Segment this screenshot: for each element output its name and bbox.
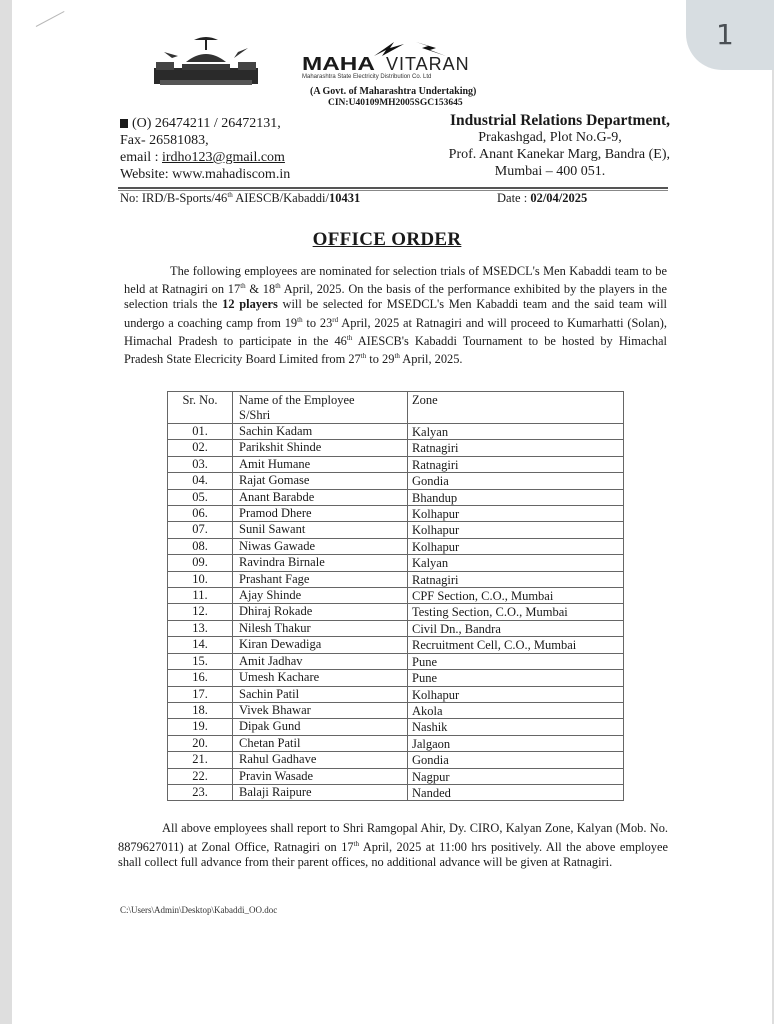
- closing-paragraph: All above employees shall report to Shri Ramgopal Ahir, Dy. CIRO, Kalyan Zone, Kalyan (Mob. No. 8879627011) at Zonal Office, Ratnagiri on 17th April, 2025 at 11:00 hrs positively. All the above employee shall collect full advance from their parent offices, no additional advance will be given at Ratnagiri.: [118, 821, 668, 870]
- address-line: Mumbai – 400 051.: [494, 164, 606, 179]
- zone-cell: Kolhapur: [408, 538, 624, 554]
- zone-cell: Ratnagiri: [408, 571, 624, 587]
- table-row: [168, 653, 624, 669]
- zone-cell: Pune: [408, 670, 624, 686]
- table-row: [168, 538, 624, 554]
- table-row: [168, 702, 624, 718]
- sr-no-cell: 12.: [168, 604, 233, 620]
- zone-cell: Kolhapur: [408, 506, 624, 522]
- employee-name-cell: Niwas Gawade: [233, 538, 408, 554]
- zone-cell: Pune: [408, 653, 624, 669]
- page-number: 1: [716, 18, 734, 51]
- employee-name-cell: Dhiraj Rokade: [233, 604, 408, 620]
- employee-name-cell: Kiran Dewadiga: [233, 637, 408, 653]
- table-row: [168, 637, 624, 653]
- email-line: email : irdho123@gmail.com: [120, 150, 285, 165]
- zone-cell: Recruitment Cell, C.O., Mumbai: [408, 637, 624, 653]
- table-row: [168, 620, 624, 636]
- zone-cell: Gondia: [408, 473, 624, 489]
- address-line: Prof. Anant Kanekar Marg, Bandra (E),: [448, 147, 670, 162]
- reference-number: No: IRD/B-Sports/46th AIESCB/Kabaddi/10431: [120, 191, 361, 205]
- employee-name-cell: Sachin Patil: [233, 686, 408, 702]
- fax-line: Fax- 26581083,: [120, 133, 209, 148]
- sr-no-cell: 16.: [168, 670, 233, 686]
- phone-icon: [120, 119, 128, 128]
- sr-no-cell: 21.: [168, 752, 233, 768]
- document-title: OFFICE ORDER: [312, 229, 462, 250]
- sr-no-cell: 06.: [168, 506, 233, 522]
- header-divider: [118, 187, 668, 189]
- zone-cell: Bhandup: [408, 489, 624, 505]
- email-link[interactable]: irdho123@gmail.com: [162, 150, 285, 165]
- zone-cell: Testing Section, C.O., Mumbai: [408, 604, 624, 620]
- employee-name-cell: Sunil Sawant: [233, 522, 408, 538]
- table-row: [168, 456, 624, 472]
- sr-no-cell: 22.: [168, 768, 233, 784]
- zone-cell: Civil Dn., Bandra: [408, 620, 624, 636]
- table-row: [168, 473, 624, 489]
- zone-cell: Akola: [408, 702, 624, 718]
- sr-no-cell: 20.: [168, 735, 233, 751]
- sr-no-cell: 23.: [168, 784, 233, 800]
- brand-name: MAHA VITARAN: [302, 54, 470, 74]
- sr-no-cell: 17.: [168, 686, 233, 702]
- employee-name-cell: Vivek Bhawar: [233, 702, 408, 718]
- sr-no-cell: 15.: [168, 653, 233, 669]
- zone-cell: Gondia: [408, 752, 624, 768]
- table-row: [168, 489, 624, 505]
- department-title: Industrial Relations Department,: [449, 112, 670, 129]
- employee-name-cell: Chetan Patil: [233, 735, 408, 751]
- sr-no-cell: 09.: [168, 555, 233, 571]
- employee-table: [167, 391, 624, 801]
- brand-subtitle: Maharashtra State Electricity Distribution Co. Ltd: [302, 74, 432, 80]
- sr-no-cell: 05.: [168, 489, 233, 505]
- table-row: [168, 670, 624, 686]
- zone-cell: Kolhapur: [408, 522, 624, 538]
- cin-number: CIN:U40109MH2005SGC153645: [328, 98, 463, 108]
- department-address: [400, 112, 670, 180]
- table-row: [168, 784, 624, 800]
- zone-cell: Kalyan: [408, 424, 624, 440]
- employee-name-cell: Rajat Gomase: [233, 473, 408, 489]
- employee-name-cell: Amit Jadhav: [233, 653, 408, 669]
- zone-cell: Kalyan: [408, 555, 624, 571]
- zone-cell: CPF Section, C.O., Mumbai: [408, 588, 624, 604]
- sr-no-cell: 08.: [168, 538, 233, 554]
- employee-name-cell: Nilesh Thakur: [233, 620, 408, 636]
- sr-no-cell: 01.: [168, 424, 233, 440]
- header-employee-name: Name of the Employee S/Shri: [233, 392, 408, 424]
- table-row: [168, 752, 624, 768]
- website-line: Website: www.mahadiscom.in: [120, 167, 291, 182]
- employee-name-cell: Prashant Fage: [233, 571, 408, 587]
- address-line: Prakashgad, Plot No.G-9,: [478, 130, 622, 145]
- header-sr-no: Sr. No.: [168, 392, 233, 424]
- employee-name-cell: Anant Barabde: [233, 489, 408, 505]
- table-row: [168, 506, 624, 522]
- zone-cell: Ratnagiri: [408, 440, 624, 456]
- employee-name-cell: Amit Humane: [233, 456, 408, 472]
- table-row: [168, 522, 624, 538]
- employee-name-cell: Pravin Wasade: [233, 768, 408, 784]
- zone-cell: Jalgaon: [408, 735, 624, 751]
- employee-name-cell: Dipak Gund: [233, 719, 408, 735]
- table-row: [168, 571, 624, 587]
- header-zone: Zone: [408, 392, 624, 424]
- employee-name-cell: Balaji Raipure: [233, 784, 408, 800]
- sr-no-cell: 11.: [168, 588, 233, 604]
- table-row: [168, 735, 624, 751]
- msedcl-emblem-logo: [146, 34, 266, 90]
- sr-no-cell: 04.: [168, 473, 233, 489]
- intro-paragraph: The following employees are nominated for selection trials of MSEDCL's Men Kabaddi team to be held at Ratnagiri on 17th & 18th April, 2025. On the basis of the performance exhibited by the players in the selection trials the 12 players will be selected for MSEDCL's Men Kabaddi team and the said team will undergo a coaching camp from 19th to 23rd April, 2025 at Ratnagiri and will proceed to Kumarhatti (Solan), Himachal Pradesh to participate in the 46th AIESCB's Kabaddi Tournament to be hosted by Himachal Pradesh State Elecricity Board Limited from 27th to 29th April, 2025.: [124, 264, 667, 367]
- table-row: [168, 604, 624, 620]
- sr-no-cell: 13.: [168, 620, 233, 636]
- zone-cell: Nagpur: [408, 768, 624, 784]
- govt-undertaking-line: (A Govt. of Maharashtra Undertaking): [310, 86, 477, 97]
- sr-no-cell: 07.: [168, 522, 233, 538]
- sr-no-cell: 14.: [168, 637, 233, 653]
- zone-cell: Ratnagiri: [408, 456, 624, 472]
- zone-cell: Nashik: [408, 719, 624, 735]
- employee-name-cell: Parikshit Shinde: [233, 440, 408, 456]
- sr-no-cell: 03.: [168, 456, 233, 472]
- employee-name-cell: Ajay Shinde: [233, 588, 408, 604]
- employee-name-cell: Ravindra Birnale: [233, 555, 408, 571]
- zone-cell: Kolhapur: [408, 686, 624, 702]
- table-row: [168, 686, 624, 702]
- file-path-footer: C:\Users\Admin\Desktop\Kabaddi_OO.doc: [120, 905, 278, 915]
- table-row: [168, 719, 624, 735]
- employee-name-cell: Sachin Kadam: [233, 424, 408, 440]
- table-row: [168, 424, 624, 440]
- table-row: [168, 440, 624, 456]
- sr-no-cell: 18.: [168, 702, 233, 718]
- order-date: Date : 02/04/2025: [497, 191, 588, 205]
- sr-no-cell: 02.: [168, 440, 233, 456]
- sr-no-cell: 19.: [168, 719, 233, 735]
- table-row: [168, 588, 624, 604]
- table-row: [168, 555, 624, 571]
- table-header-row: [168, 392, 624, 424]
- sr-no-cell: 10.: [168, 571, 233, 587]
- zone-cell: Nanded: [408, 784, 624, 800]
- table-row: [168, 768, 624, 784]
- employee-name-cell: Umesh Kachare: [233, 670, 408, 686]
- employee-name-cell: Rahul Gadhave: [233, 752, 408, 768]
- contact-block: [120, 115, 290, 183]
- employee-name-cell: Pramod Dhere: [233, 506, 408, 522]
- phone-line: (O) 26474211 / 26472131,: [120, 115, 290, 132]
